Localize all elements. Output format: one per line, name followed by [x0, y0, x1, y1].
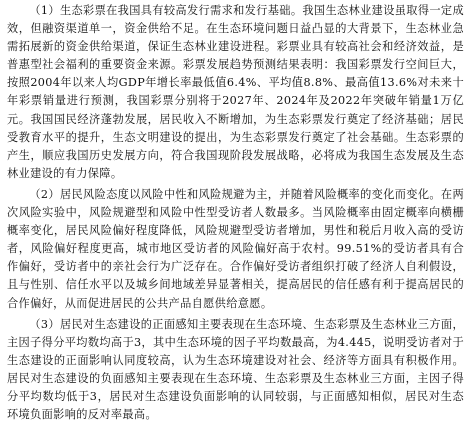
paragraph-2: （2）居民风险态度以风险中性和风险规避为主，并随着风险概率的变化而变化。在两次风险实验中，风险规避型和风险中性型受访者人数最多。当风险概率由固定概率向横栅概率变化，居民风险偏好程度降低，风险规避型受访者增加，男性和税后月收入高的受访者，风险偏好程度更高，城市地区受访者的风险偏好高于农村。99.51%的受访者具有合作偏好，受访者中的亲社会行为广泛存在。合作偏好受访者组织打破了经济人自利假设，且与性别、信任水平以及城乡间地域差异显著相关，提高居民的信任感有利于提高居民的合作偏好，从而促进居民的公共产品自愿供给意愿。 — [7, 187, 464, 310]
paragraph-1: （1）生态彩票在我国具有较高发行需求和发行基础。我国生态林业建设虽取得一定成效，但融资渠道单一，资金供给不足。在生态环境问题日益凸显的大背景下，生态林业急需拓展新的资金供给渠道，保证生态林业建设进程。彩票业具有较高社会和经济效益，是普惠型社会福利的重要资金来源。彩票发展趋势预测结果表明：我国彩票发行空间巨大，按照2004年以来人均GDP年增长率最低值6.4%、平均值8.8%、最高值13.6%对未来十年彩票销量进行预测，我国彩票分别将于2027年、2024年及2022年突破年销量1万亿元。我国国民经济蓬勃发展，居民收入不断增加，为生态彩票发行奠定了经济基础；居民受教育水平的提升，生态文明建设的提出，为生态彩票发行奠定了社会基础。生态彩票的产生，顺应我国历史发展方向，符合我国现阶段发展战略，必将成为我国生态发展及生态林业建设的有力保障。 — [7, 4, 464, 180]
paragraph-3: （3）居民对生态建设的正面感知主要表现在生态环境、生态彩票及生态林业三方面，主因子得分平均数均高于3，其中生态环境的因子平均数最高，为4.445，说明受访者对于生态建设的正面影响认同度较高，认为生态环境建设对社会、经济等方面具有积极作用。居民对生态建设的负面感知主要表现在生态环境、生态彩票及生态林业三方面，主因子得分平均数均低于3，居民对生态建设负面影响的认同较弱，与正面感知相似，居民对生态环境负面影响的反对率最高。 — [7, 317, 464, 422]
